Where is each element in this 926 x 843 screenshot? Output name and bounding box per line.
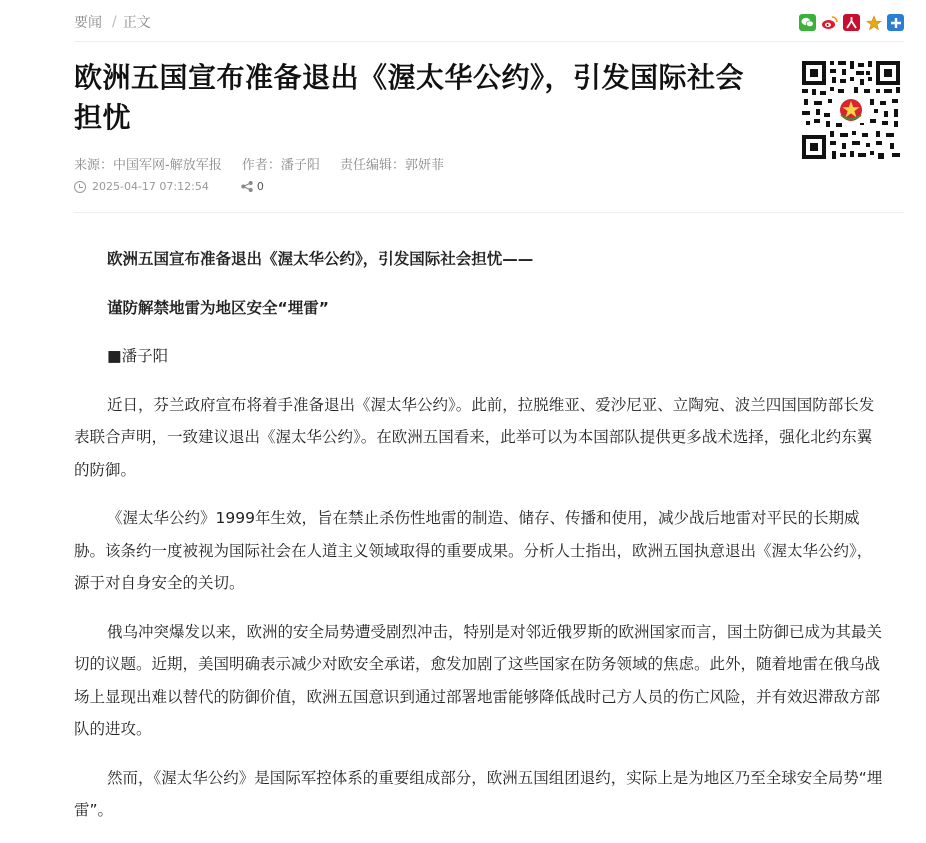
article-byline: ■潘子阳 bbox=[107, 347, 169, 365]
article-datetime: 2025-04-17 07:12:54 bbox=[92, 180, 209, 193]
clock-icon bbox=[74, 181, 86, 193]
breadcrumb-separator: / bbox=[112, 14, 117, 30]
share-icon bbox=[241, 181, 253, 192]
breadcrumb-home-link[interactable]: 要闻 bbox=[74, 15, 102, 31]
article-paragraph: 近日，芬兰政府宣布将着手准备退出《渥太华公约》。此前，拉脱维亚、爱沙尼亚、立陶宛、波兰四国国防部长发表联合声明，一致建议退出《渥太华公约》。在欧洲五国看来，此举可以为本国部队提供更多战术选择，强化北约东翼的防御。 bbox=[74, 395, 875, 479]
plus-icon[interactable] bbox=[887, 14, 904, 31]
article-paragraph: 《渥太华公约》1999年生效，旨在禁止杀伤性地雷的制造、储存、传播和使用，减少战后地雷对平民的长期威胁。该条约一度被视为国际社会在人道主义领域取得的重要成果。分析人士指出，欧洲五国执意退出《渥太华公约》，源于对自身安全的关切。 bbox=[74, 509, 873, 592]
wechat-icon[interactable] bbox=[799, 14, 816, 31]
article-paragraph: 俄乌冲突爆发以来，欧洲的安全局势遭受剧烈冲击，特别是对邻近俄罗斯的欧洲国家而言，国土防御已成为其最关切的议题。近期，美国明确表示减少对欧安全承诺，愈发加剧了这些国家在防务领域的焦虑。此外，随着地雷在俄乌战场上显现出难以替代的防御价值，欧洲五国意识到通过部署地雷能够降低战时己方人员的伤亡风险，并有效迟滞敌方部队的进攻。 bbox=[74, 622, 883, 738]
article-source: 来源：中国军网-解放军报 bbox=[74, 158, 222, 173]
article-meta-secondary bbox=[74, 180, 264, 193]
meta-divider bbox=[74, 212, 904, 213]
breadcrumb bbox=[74, 12, 151, 32]
favorite-icon[interactable] bbox=[865, 14, 882, 31]
article-lead-subtitle: 谨防解禁地雷为地区安全“埋雷” bbox=[107, 298, 329, 317]
share-count-button[interactable] bbox=[241, 180, 264, 193]
share-toolbar bbox=[799, 14, 904, 31]
article-author: 作者：潘子阳 bbox=[241, 158, 320, 173]
header-divider bbox=[74, 41, 904, 42]
renren-icon[interactable] bbox=[843, 14, 860, 31]
article-title: 欧洲五国宣布准备退出《渥太华公约》，引发国际社会担忧 bbox=[74, 61, 745, 134]
article-lead-title: 欧洲五国宣布准备退出《渥太华公约》，引发国际社会担忧—— bbox=[107, 250, 534, 268]
weibo-icon[interactable] bbox=[821, 14, 838, 31]
qr-code-icon bbox=[800, 59, 902, 161]
article-paragraph: 然而，《渥太华公约》是国际军控体系的重要组成部分，欧洲五国组团退约，实际上是为地区乃至全球安全局势“埋雷”。 bbox=[74, 768, 883, 819]
breadcrumb-current: 正文 bbox=[122, 15, 151, 31]
share-count: 0 bbox=[256, 180, 264, 193]
article-meta bbox=[74, 154, 446, 173]
article-body bbox=[74, 243, 886, 843]
article-editor: 责任编辑：郭妍菲 bbox=[340, 158, 445, 173]
